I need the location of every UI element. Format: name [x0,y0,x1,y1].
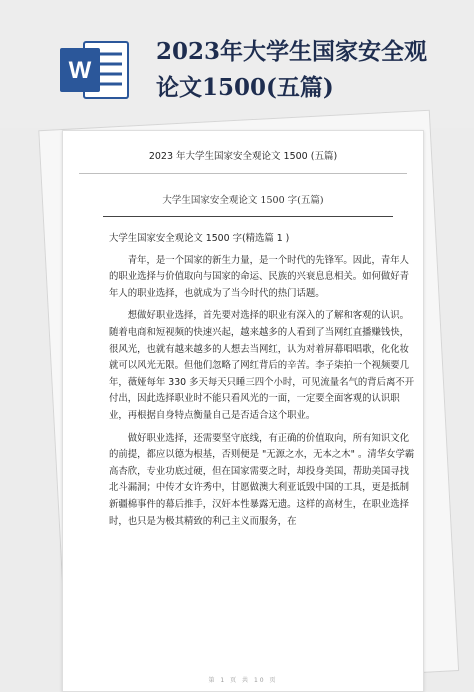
document-title [156,34,456,106]
header-divider [79,173,407,174]
document-title-line-2: 论文1500(五篇) [156,74,334,101]
document-header [0,0,474,128]
page-header-text: 2023 年大学生国家安全观论文 1500 (五篇) [148,151,338,162]
document-subtitle: 大学生国家安全观论文 1500 字(五篇) [162,195,324,206]
word-icon-letter: W [68,57,92,84]
document-page [62,130,424,692]
body-paragraph-2: 想做好职业选择，首先要对选择的职业有深入的了解和客观的认识。随着电商和短视频的快速兴起，越来越多的人看到了当网红直播赚钱快，很风光，也就有越来越多的人想去当网红，认为对着屏幕唱唱歌，化化妆就可以风光无限。但他们忽略了网红背后的辛苦。李子柒拍一个视频要几年，薇娅每年 330 多天每天只睡三四个小时，可见流量名气的背后离不开付出，因此选择职业时不能只看风光的一面，一定要全面客观的认识职业，再根据自身特点衡量自己是否适合这个职业。 [109,310,415,421]
document-body [109,231,415,536]
subtitle-divider [103,216,393,217]
section-heading: 大学生国家安全观论文 1500 字(精选篇 1 ) [109,233,290,244]
word-document-icon [58,40,130,100]
document-title-line-1: 2023年大学生国家安全观 [156,38,428,65]
body-paragraph-3: 做好职业选择，还需要坚守底线，有正确的价值取向，所有知识文化的前提，都应以德为根基，否则便是 "无源之水，无本之木" 。清华女学霸高杏欣，专业功底过硬，但在国家需要之时，却投身美国，帮助美国寻找北斗漏洞；中传才女许秀中，甘愿做澳大利亚诋毁中国的工具，更是抵制新疆棉事件的幕后推手，汉奸本性暴露无遗。这样的高材生，在职业选择时，也只是为极其精致的利己主义而服务，在 [109,432,415,527]
page-number: 第 1 页 共 10 页 [208,677,278,684]
body-paragraph-1: 青年，是一个国家的新生力量，是一个时代的先锋军。因此，青年人的职业选择与价值取向与国家的命运、民族的兴衰息息相关。如何做好青年人的职业选择，也就成为了当今时代的热门话题。 [109,254,410,299]
